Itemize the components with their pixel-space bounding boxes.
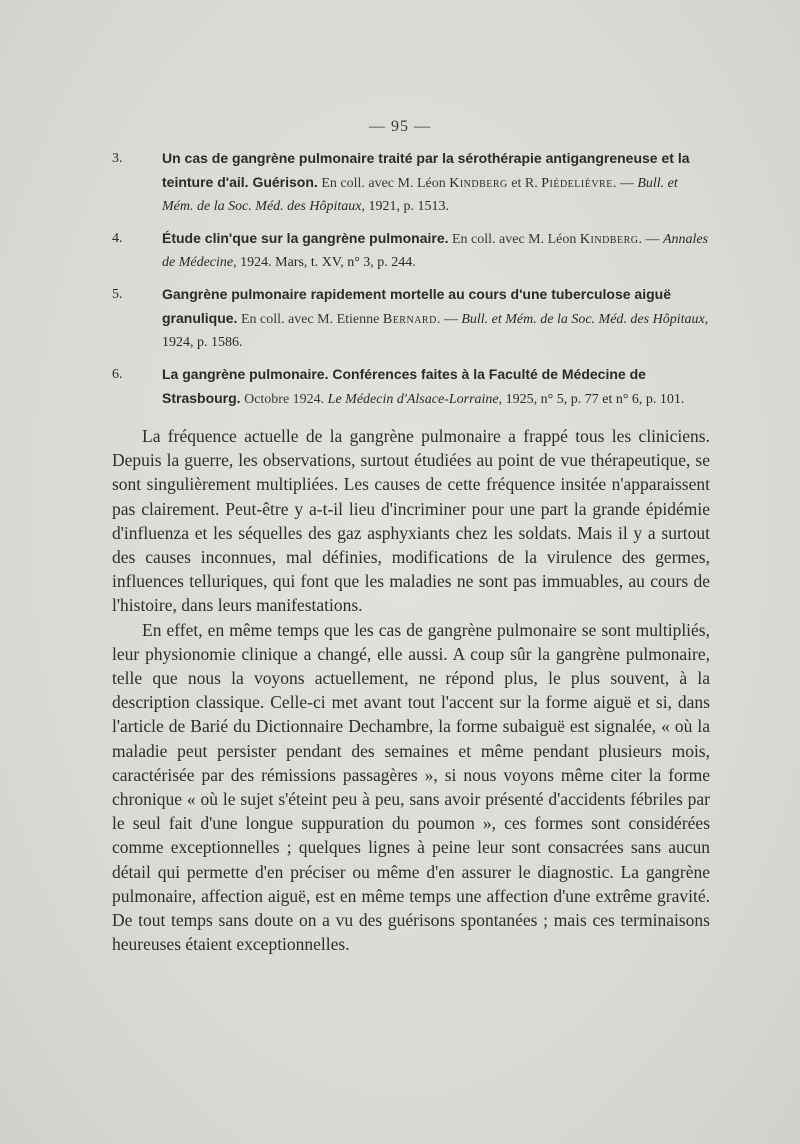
reference-list xyxy=(112,147,710,420)
reference-title: Un cas de gangrène pulmonaire traité par la sérothérapie antigangreneuse et la teinture d'ail. Guérison. xyxy=(162,150,690,190)
reference-details: , 1921, p. 1513. xyxy=(361,199,449,214)
reference-author: Bernard xyxy=(382,312,437,327)
reference-conjunction: et R. xyxy=(511,176,538,191)
reference-number: 3. xyxy=(112,151,123,166)
reference-journal: Bull. et Mém. de la Soc. Méd. des Hôpitaux xyxy=(162,176,678,214)
paragraph: En effet, en même temps que les cas de gangrène pulmonaire se sont multipliés, leur physionomie clinique a changé, elle aussi. A coup sûr la gangrène pulmonaire, telle que nous la voyons actuellement, ne répond plus, le plus souvent, à la description classique. Celle-ci met avant tout l'accent sur la forme aiguë et si, dans l'article de Barié du Dictionnaire Dechambre, la forme subaiguë est signalée, « où la maladie peut persister pendant des semaines et même pendant plusieurs mois, caractérisée par des rémissions passagères », si nous voyons même citer la forme chronique « où le sujet s'éteint peu à peu, sans avoir présenté d'accidents fébriles par le seul fait d'une longue suppuration du poumon », ces formes sont considérées comme exceptionnelles ; quelques lignes à peine leur sont consacrées sans aucun détail qui permette d'en préciser ou même d'en assurer le diagnostic. La gangrène pulmonaire, affection aiguë, est en même temps une affection d'une extrême gravité. De tout temps sans doute on a vu des guérisons spontanées ; mais ces terminaisons heureuses étaient exceptionnelles. xyxy=(112,619,710,955)
reference-item-3 xyxy=(112,147,710,218)
reference-journal: Bull. et Mém. de la Soc. Méd. des Hôpitaux xyxy=(461,312,705,327)
reference-journal: Annales de Médecine xyxy=(162,232,709,270)
reference-details: , 1924. Mars, t. XV, n° 3, p. 244. xyxy=(233,255,416,270)
reference-title: Étude clin'que sur la gangrène pulmonaire. xyxy=(162,230,449,246)
reference-author: Kindberg xyxy=(449,176,508,191)
reference-number: 6. xyxy=(112,367,123,382)
reference-author: Piédelièvre xyxy=(541,176,613,191)
reference-date: Octobre 1924. xyxy=(244,392,325,407)
reference-dash: . — xyxy=(436,312,458,327)
reference-item-5 xyxy=(112,283,710,354)
body-text xyxy=(112,424,710,956)
reference-number: 5. xyxy=(112,287,123,302)
reference-collab: En coll. avec M. Léon xyxy=(452,232,577,247)
reference-collab: En coll. avec M. Léon xyxy=(321,176,446,191)
paragraph: La fréquence actuelle de la gangrène pulmonaire a frappé tous les cliniciens. Depuis la guerre, les observations, surtout étudiées au point de vue thérapeutique, se sont singulièrement multipliées. Les causes de cette fréquence insitée n'apparaissent pas clairement. Peut-être y a-t-il lieu d'incriminer pour une part la grande épidémie d'influenza et les séquelles des gaz asphyxiants chez les soldats. Mais il y a surtout des causes inconnues, mal définies, modifications de la virulence des germes, influences telluriques, qui font que les maladies ne sont pas immuables, au cours de l'histoire, dans leurs manifestations. xyxy=(112,426,710,616)
reference-title: Gangrène pulmonaire rapidement mortelle au cours d'une tuberculose aiguë granulique. xyxy=(162,286,671,326)
reference-journal: Le Médecin d'Alsace-Lorraine xyxy=(327,392,499,407)
page-number: — 95 — xyxy=(369,118,431,135)
reference-number: 4. xyxy=(112,231,123,246)
reference-dash: . — xyxy=(612,176,634,191)
reference-details: , 1925, n° 5, p. 77 et n° 6, p. 101. xyxy=(498,392,685,407)
reference-item-6 xyxy=(112,363,710,411)
reference-details: , 1924, p. 1586. xyxy=(162,312,709,350)
reference-item-4 xyxy=(112,227,710,274)
reference-author: Kindberg xyxy=(579,232,639,247)
reference-title: La gangrène pulmonaire. Conférences faites à la Faculté de Médecine de Strasbourg. xyxy=(162,366,646,406)
reference-collab: En coll. avec M. Etienne xyxy=(240,312,380,327)
reference-dash: . — xyxy=(638,232,660,247)
